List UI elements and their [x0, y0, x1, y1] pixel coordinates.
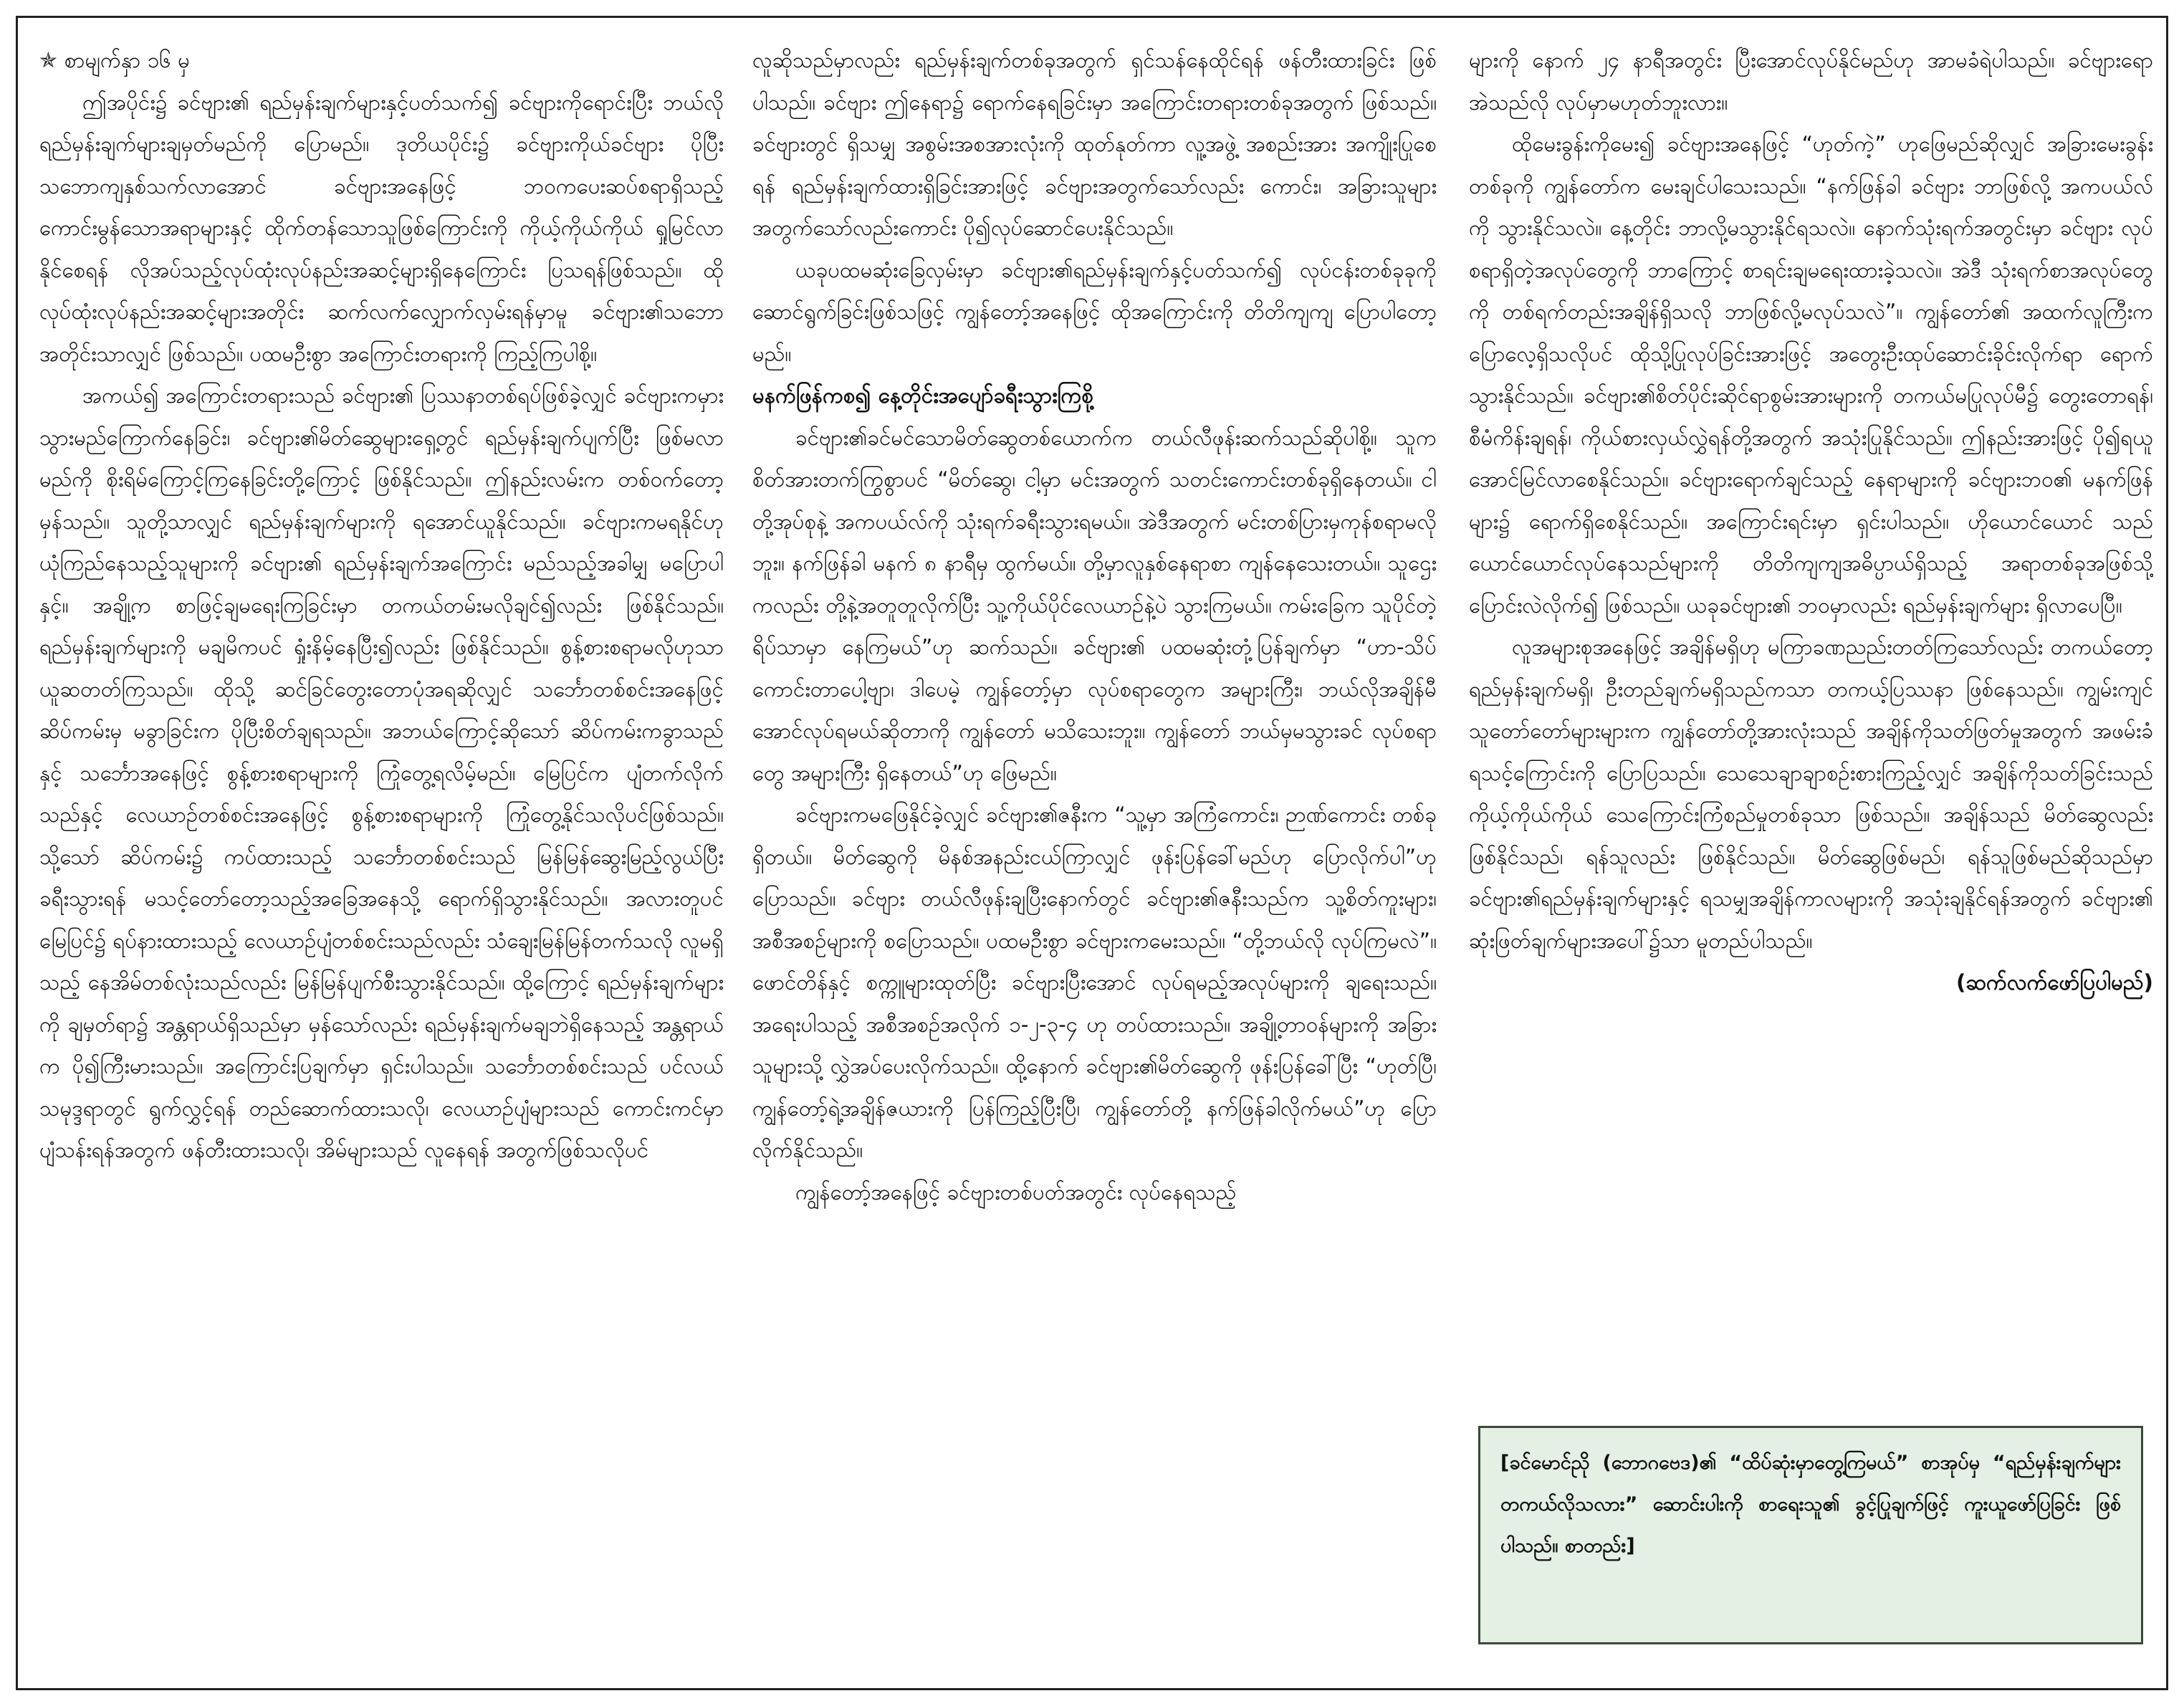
- paragraph: လူအများစုအနေဖြင့် အချိန်မရှိဟု မကြာခဏညည်းတတ်ကြသော်လည်း တကယ်တော့ ရည်မှန်းချက်မရှိ၊ ဦးတည်ချက်မရှိသည်ကသာ တကယ့်ပြဿနာ ဖြစ်နေသည်။ ကျွမ်းကျင်သူတော်တော်များများက ကျွန်တော်တို့အားလုံးသည် အချိန်ကိုသတ်ဖြတ်မှုအတွက် အဖမ်းခံရသင့်ကြောင်းကို ပြောပြသည်။ သေသေချာချာစဉ်းစားကြည့်လျှင် အချိန်ကိုသတ်ခြင်းသည် ကိုယ့်ကိုယ်ကိုယ် သေကြောင်းကြံစည်မှုတစ်ခုသာ ဖြစ်သည်။ အချိန်သည် မိတ်ဆွေလည်း ဖြစ်နိုင်သည်၊ ရန်သူလည်း ဖြစ်နိုင်သည်။ မိတ်ဆွေဖြစ်မည်၊ ရန်သူဖြစ်မည်ဆိုသည်မှာ ခင်ဗျား၏ရည်မှန်းချက်များနှင့် ရသမျှအချိန်ကာလများကို အသုံးချနိုင်ရန်အတွက် ခင်ဗျား၏ ဆုံးဖြတ်ချက်များအပေါ်၌သာ မူတည်ပါသည်။: [1469, 635, 2153, 953]
- paragraph: ဤအပိုင်း၌ ခင်ဗျား၏ ရည်မှန်းချက်များနှင့်ပတ်သက်၍ ခင်ဗျားကိုရောင်းပြီး ဘယ်လို ရည်မှန်းချက်များချမှတ်မည်ကို ပြောမည်။ ဒုတိယပိုင်း၌ ခင်ဗျားကိုယ်ခင်ဗျား ပိုပြီးသဘောကျနှစ်သက်လာအောင် ခင်ဗျားအနေဖြင့် ဘဝကပေးဆပ်စရာရှိသည့် ကောင်းမွန်သောအရာများနှင့် ထိုက်တန်သောသူဖြစ်ကြောင်းကို ကိုယ့်ကိုယ်ကိုယ် ရှုမြင်လာနိုင်စေရန် လိုအပ်သည့်လုပ်ထုံးလုပ်နည်းအဆင့်များရှိနေကြောင်း ပြသရန်ဖြစ်သည်။ ထိုလုပ်ထုံးလုပ်နည်းအဆင့်များအတိုင်း ဆက်လက်လျှောက်လှမ်းရန်မှာမူ ခင်ဗျား၏သဘောအတိုင်းသာလျှင် ဖြစ်သည်။ ပထမဦးစွာ အကြောင်းတရားကို ကြည့်ကြပါစို့။: [39, 90, 724, 366]
- paragraph: ခင်ဗျားကမဖြေနိုင်ခဲ့လျှင် ခင်ဗျား၏ဇနီးက “သူ့မှာ အကြံကောင်း၊ ဉာဏ်ကောင်း တစ်ခုရှိတယ်။ မိတ်ဆွေကို မိနစ်အနည်းငယ်ကြာလျှင် ဖုန်းပြန်ခေါ်မည်ဟု ပြောလိုက်ပါ”ဟု ပြောသည်။ ခင်ဗျား တယ်လီဖုန်းချပြီးနောက်တွင် ခင်ဗျား၏ဇနီးသည်က သူ့စိတ်ကူးများ၊ အစီအစဉ်များကို စပြောသည်။ ပထမဦးစွာ ခင်ဗျားကမေးသည်။ “တို့ဘယ်လို လုပ်ကြမလဲ”။ ဖောင်တိန်နှင့် စက္ကူများထုတ်ပြီး ခင်ဗျားပြီးအောင် လုပ်ရမည့်အလုပ်များကို ချရေးသည်။ အရေးပါသည့် အစီအစဉ်အလိုက် ၁-၂-၃-၄ ဟု တပ်ထားသည်။ အချို့တာဝန်များကို အခြားသူများသို့ လွှဲအပ်ပေးလိုက်သည်။ ထို့နောက် ခင်ဗျား၏မိတ်ဆွေကို ဖုန်းပြန်ခေါ်ပြီး “ဟုတ်ပြီ၊ ကျွန်တော့်ရဲ့အချိန်ဇယားကို ပြန်ကြည့်ပြီးပြီ၊ ကျွန်တော်တို့ နက်ဖြန်ခါလိုက်မယ်”ဟု ပြောလိုက်နိုင်သည်။: [752, 802, 1437, 1162]
- text-column-1: [39, 39, 724, 1680]
- text-column-2: [752, 39, 1437, 1680]
- paragraph: လူဆိုသည်မှာလည်း ရည်မှန်းချက်တစ်ခုအတွက် ရှင်သန်နေထိုင်ရန် ဖန်တီးထားခြင်း ဖြစ်ပါသည်။ ခင်ဗျား ဤနေရာ၌ ရောက်နေရခြင်းမှာ အကြောင်းတရားတစ်ခုအတွက် ဖြစ်သည်။ ခင်ဗျားတွင် ရှိသမျှ အစွမ်းအစအားလုံးကို ထုတ်နုတ်ကာ လူ့အဖွဲ့ အစည်းအား အကျိုးပြုစေရန် ရည်မှန်းချက်ထားရှိခြင်းအားဖြင့် ခင်ဗျားအတွက်သော်လည်း ကောင်း၊ အခြားသူများအတွက်သော်လည်းကောင်း ပို၍လုပ်ဆောင်ပေးနိုင်သည်။: [752, 48, 1437, 240]
- paragraph: များကို နောက် ၂၄ နာရီအတွင်း ပြီးအောင်လုပ်နိုင်မည်ဟု အာမခံရဲပါသည်။ ခင်ဗျားရော အဲသည်လို လုပ်မှာမဟုတ်ဘူးလား။: [1469, 48, 2153, 115]
- source-note-box: [1478, 1426, 2143, 1644]
- continued-header: [39, 39, 724, 82]
- source-note-text: [ခင်မောင်ညို (ဘောဂဗေဒ)၏ “ထိပ်ဆုံးမှာတွေ့ကြမယ်” စာအုပ်မှ “ရည်မှန်းချက်များ တကယ်လိုသလား” ဆောင်းပါးကို စာရေးသူ၏ ခွင့်ပြုချက်ဖြင့် ကူးယူဖော်ပြခြင်း ဖြစ်ပါသည်။ စာတည်း]: [1500, 1452, 2121, 1557]
- paragraph: ယခုပထမဆုံးခြေလှမ်းမှာ ခင်ဗျား၏ရည်မှန်းချက်နှင့်ပတ်သက်၍ လုပ်ငန်းတစ်ခုခုကို ဆောင်ရွက်ခြင်းဖြစ်သဖြင့် ကျွန်တော့်အနေဖြင့် ထိုအကြောင်းကို တိတိကျကျ ပြောပါတော့မည်။: [752, 257, 1437, 366]
- star-icon: ✯: [39, 48, 57, 72]
- paragraph: ထိုမေးခွန်းကိုမေး၍ ခင်ဗျားအနေဖြင့် “ဟုတ်ကဲ့” ဟုဖြေမည်ဆိုလျှင် အခြားမေးခွန်းတစ်ခုကို ကျွန်တော်က မေးချင်ပါသေးသည်။ “နက်ဖြန်ခါ ခင်ဗျား ဘာဖြစ်လို့ အကပယ်လ်ကို သွားနိုင်သလဲ။ နေ့တိုင်း ဘာလို့မသွားနိုင်ရသလဲ။ နောက်သုံးရက်အတွင်းမှာ ခင်ဗျား လုပ်စရာရှိတဲ့အလုပ်တွေကို ဘာကြောင့် စာရင်းချမရေးထားခဲ့သလဲ။ အဲဒီ သုံးရက်စာအလုပ်တွေကို တစ်ရက်တည်းအချိန်ရှိသလို ဘာဖြစ်လို့မလုပ်သလဲ”။ ကျွန်တော်၏ အထက်လူကြီးက ပြောလေ့ရှိသလိုပင် ထိုသို့ပြုလုပ်ခြင်းအားဖြင့် အတွေးဦးထုပ်ဆောင်းခိုင်းလိုက်ရာ ရောက်သွားနိုင်သည်။ ခင်ဗျား၏စိတ်ပိုင်းဆိုင်ရာစွမ်းအားများကို တကယ်မပြုလုပ်မီ၌ တွေးတောရန်၊ စီမံကိန်းချရန်၊ ကိုယ်စားလှယ်လွှဲရန်တို့အတွက် အသုံးပြုနိုင်သည်။ ဤနည်းအားဖြင့် ပို၍ရယူအောင်မြင်လာစေနိုင်သည်။ ခင်ဗျားရောက်ချင်သည့် နေရာများကို ခင်ဗျားဘဝ၏ မနက်ဖြန်များ၌ ရောက်ရှိစေနိုင်သည်။ အကြောင်းရင်းမှာ ရှင်းပါသည်။ ဟိုယောင်ယောင် သည်ယောင်ယောင်လုပ်နေသည်များကို တိတိကျကျအဓိပ္ပာယ်ရှိသည့် အရာတစ်ခုအဖြစ်သို့ ပြောင်းလဲလိုက်၍ ဖြစ်သည်။ ယခုခင်ဗျား၏ ဘဝမှာလည်း ရည်မှန်းချက်များ ရှိလာပေပြီ။: [1469, 132, 2153, 618]
- paragraph: ကျွန်တော့်အနေဖြင့် ခင်ဗျားတစ်ပတ်အတွင်း လုပ်နေရသည့်: [795, 1179, 1237, 1204]
- to-be-continued-label: (ဆက်လက်ဖော်ပြပါမည်): [1956, 970, 2153, 995]
- paragraph: ခင်ဗျား၏ခင်မင်သောမိတ်ဆွေတစ်ယောက်က တယ်လီဖုန်းဆက်သည်ဆိုပါစို့။ သူကစိတ်အားတက်ကြွစွာပင် “မိတ်ဆွေ၊ ငါ့မှာ မင်းအတွက် သတင်းကောင်းတစ်ခုရှိနေတယ်။ ငါတို့အုပ်စုနဲ့ အကပယ်လ်ကို သုံးရက်ခရီးသွားရမယ်။ အဲဒီအတွက် မင်းတစ်ပြားမှကုန်စရာမလိုဘူး။ နက်ဖြန်ခါ မနက် ၈ နာရီမှ ထွက်မယ်။ တို့မှာလူနှစ်နေရာစာ ကျန်နေသေးတယ်။ သူဌေးကလည်း တို့နဲ့အတူတူလိုက်ပြီး သူ့ကိုယ်ပိုင်လေယာဉ်နဲ့ပဲ သွားကြမယ်။ ကမ်းခြေက သူပိုင်တဲ့ ရိပ်သာမှာ နေကြမယ်”ဟု ဆက်သည်။ ခင်ဗျား၏ ပထမဆုံးတုံ့ပြန်ချက်မှာ “ဟာ-သိပ် ကောင်းတာပေါ့ဗျာ၊ ဒါပေမဲ့ ကျွန်တော့်မှာ လုပ်စရာတွေက အများကြီး၊ ဘယ်လိုအချိန်မီအောင်လုပ်ရမယ်ဆိုတာကို ကျွန်တော် မသိသေးဘူး။ ကျွန်တော် ဘယ်မှမသွားခင် လုပ်စရာတွေ အများကြီး ရှိနေတယ်”ဟု ဖြေမည်။: [752, 425, 1437, 785]
- paragraph: အကယ်၍ အကြောင်းတရားသည် ခင်ဗျား၏ ပြဿနာတစ်ရပ်ဖြစ်ခဲ့လျှင် ခင်ဗျားကမှားသွားမည်ကြောက်နေခြင်း၊ ခင်ဗျား၏မိတ်ဆွေများရှေ့တွင် ရည်မှန်းချက်ပျက်ပြီး ဖြစ်မလာမည်ကို စိုးရိမ်ကြောင့်ကြနေခြင်းတို့ကြောင့် ဖြစ်နိုင်သည်။ ဤနည်းလမ်းက တစ်ဝက်တော့မှန်သည်။ သူတို့သာလျှင် ရည်မှန်းချက်များကို ရအောင်ယူနိုင်သည်။ ခင်ဗျားကမရနိုင်ဟု ယုံကြည်နေသည့်သူများကို ခင်ဗျား၏ ရည်မှန်းချက်အကြောင်း မည်သည့်အခါမျှ မပြောပါနှင့်။ အချို့က စာဖြင့်ချမရေးကြခြင်းမှာ တကယ်တမ်းမလိုချင်၍လည်း ဖြစ်နိုင်သည်။ ရည်မှန်းချက်များကို မချမိကပင် ရှုံးနိမ့်နေပြီး၍လည်း ဖြစ်နိုင်သည်။ စွန့်စားစရာမလိုဟုသာ ယူဆတတ်ကြသည်။ ထိုသို့ ဆင်ခြင်တွေးတောပုံအရဆိုလျှင် သင်္ဘောတစ်စင်းအနေဖြင့် ဆိပ်ကမ်းမှ မခွာခြင်းက ပိုပြီးစိတ်ချရသည်။ အဘယ်ကြောင့်ဆိုသော် ဆိပ်ကမ်းကခွာသည်နှင့် သင်္ဘောအနေဖြင့် စွန့်စားစရာများကို ကြုံတွေ့ရလိမ့်မည်။ မြေပြင်က ပျံတက်လိုက်သည်နှင့် လေယာဉ်တစ်စင်းအနေဖြင့် စွန့်စားစရာများကို ကြုံတွေ့နိုင်သလိုပင်ဖြစ်သည်။ သို့သော် ဆိပ်ကမ်း၌ ကပ်ထားသည့် သင်္ဘောတစ်စင်းသည် မြန်မြန်ဆွေးမြည့်လွယ်ပြီး ခရီးသွားရန် မသင့်တော်တော့သည့်အခြေအနေသို့ ရောက်ရှိသွားနိုင်သည်။ အလားတူပင် မြေပြင်၌ ရပ်နားထားသည့် လေယာဉ်ပျံတစ်စင်းသည်လည်း သံချေးမြန်မြန်တက်သလို လူမရှိသည့် နေအိမ်တစ်လုံးသည်လည်း မြန်မြန်ပျက်စီးသွားနိုင်သည်။ ထို့ကြောင့် ရည်မှန်းချက်များကို ချမှတ်ရာ၌ အန္တရာယ်ရှိသည်မှာ မှန်သော်လည်း ရည်မှန်းချက်မချဘဲရှိနေသည့် အန္တရာယ်က ပို၍ကြီးမားသည်။ အကြောင်းပြချက်မှာ ရှင်းပါသည်။ သင်္ဘောတစ်စင်းသည် ပင်လယ်သမုဒ္ဒရာတွင် ရွက်လွှင့်ရန် တည်ဆောက်ထားသလို၊ လေယာဉ်ပျံများသည် ကောင်းကင်မှာ ပျံသန်းရန်အတွက် ဖန်တီးထားသလို၊ အိမ်များသည် လူနေရန် အတွက်ဖြစ်သလိုပင်: [39, 383, 724, 1162]
- section-heading: မနက်ဖြန်ကစ၍ နေ့တိုင်းအပျော်ခရီးသွားကြစို့: [752, 383, 1094, 408]
- continued-label: စာမျက်နှာ ၁၆ မှ: [64, 48, 190, 72]
